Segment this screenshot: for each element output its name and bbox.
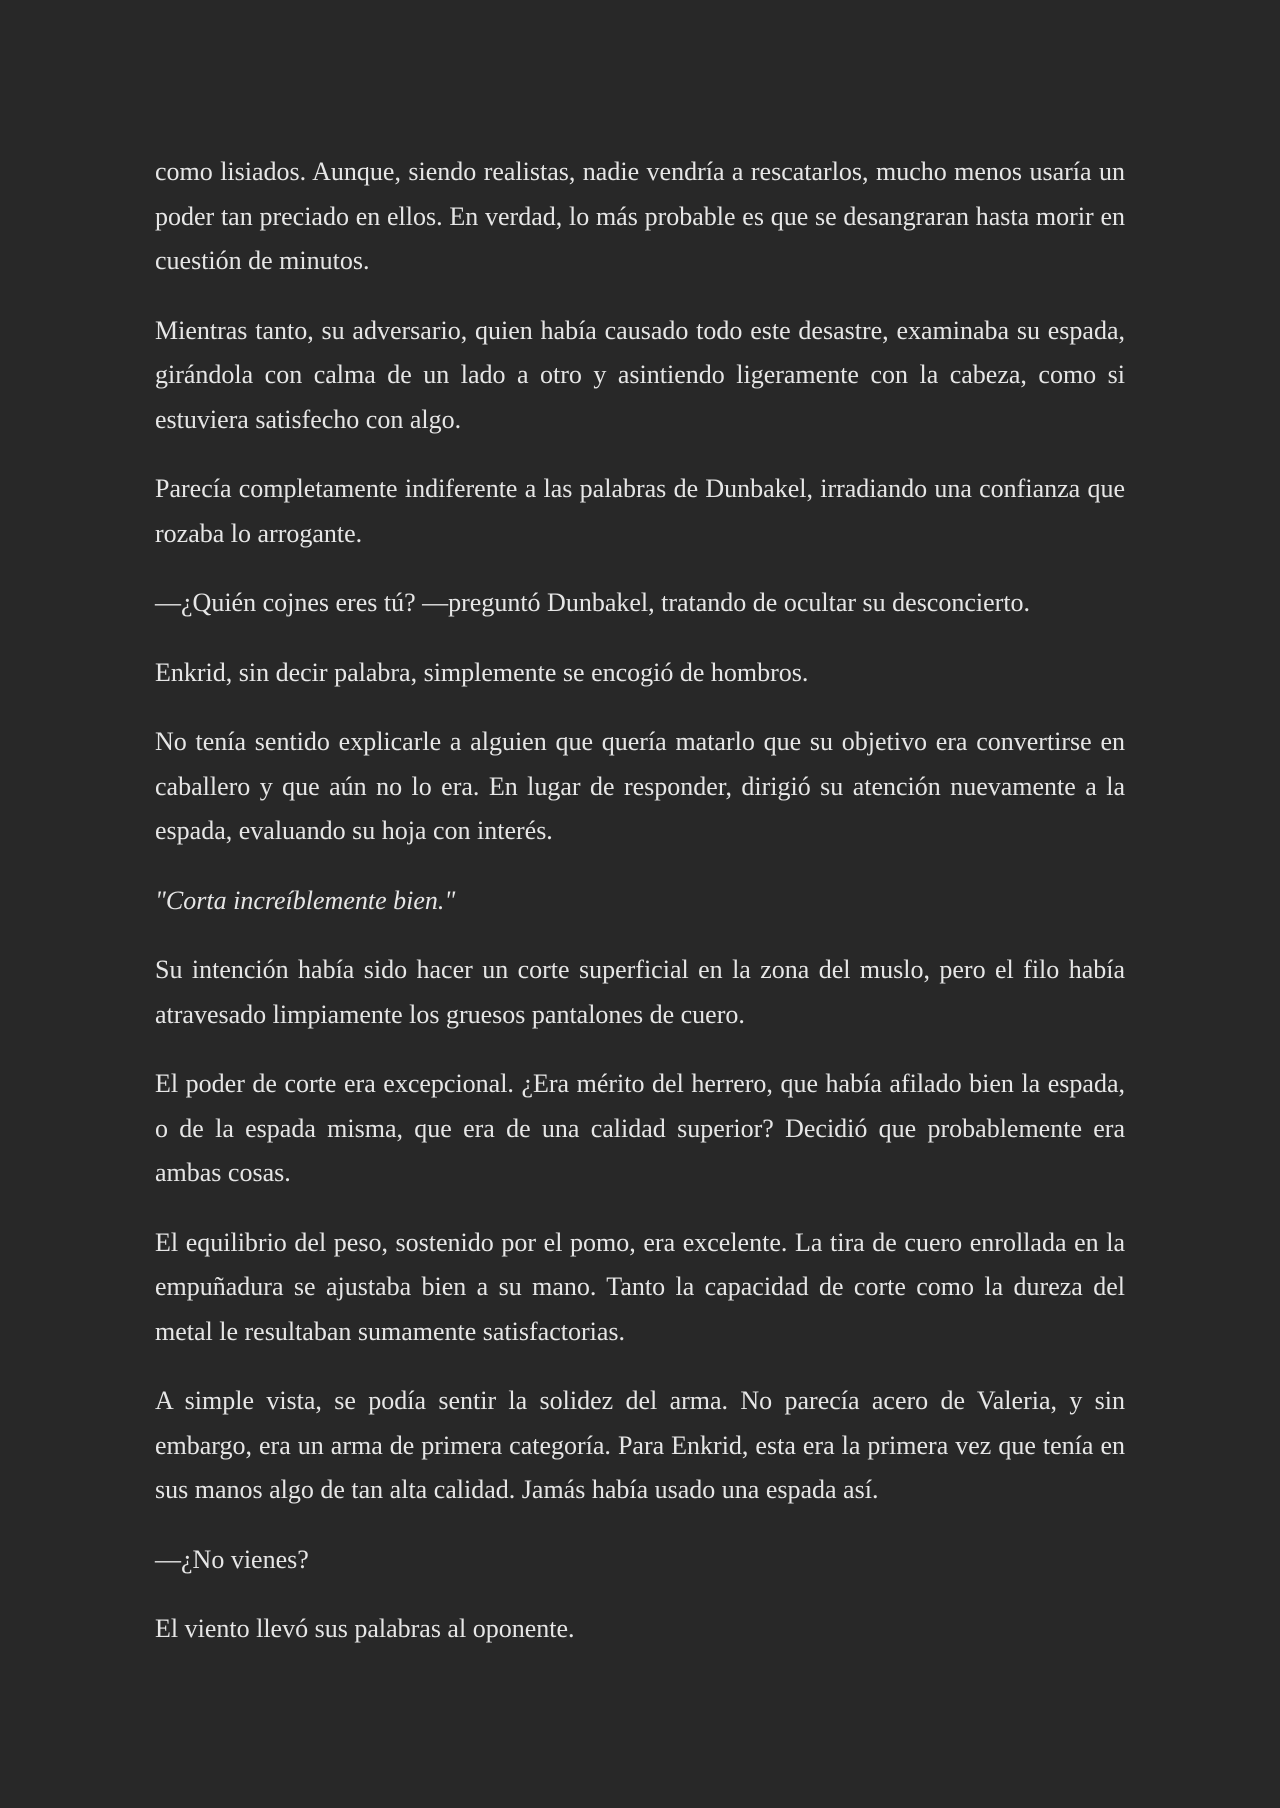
paragraph: Mientras tanto, su adversario, quien había causado todo este desastre, examinaba su espada, girándola con calma de un lado a otro y asintiendo ligeramente con la cabeza, como si estuviera satisfecho con algo. bbox=[155, 315, 1125, 434]
paragraph: El equilibrio del peso, sostenido por el pomo, era excelente. La tira de cuero enrollada en la empuñadura se ajustaba bien a su mano. Tanto la capacidad de corte como la dureza del metal le resultaban sumamente satisfactorias. bbox=[155, 1227, 1125, 1346]
paragraph: Parecía completamente indiferente a las palabras de Dunbakel, irradiando una confianza que rozaba lo arrogante. bbox=[155, 474, 1125, 548]
thought-paragraph: "Corta increíblemente bien." bbox=[155, 885, 456, 915]
paragraph: —¿Quién cojnes eres tú? —preguntó Dunbakel, tratando de ocultar su desconcierto. bbox=[155, 588, 1031, 617]
paragraph: A simple vista, se podía sentir la solidez del arma. No parecía acero de Valeria, y sin embargo, era un arma de primera categoría. Para Enkrid, esta era la primera vez que tenía en sus manos algo de tan alta calidad. Jamás había usado una espada así. bbox=[155, 1386, 1125, 1504]
paragraph: como lisiados. Aunque, siendo realistas, nadie vendría a rescatarlos, mucho menos usaría un poder tan preciado en ellos. En verdad, lo más probable es que se desangraran hasta morir en cuestión de minutos. bbox=[155, 157, 1125, 275]
paragraph: —¿No vienes? bbox=[155, 1544, 309, 1574]
paragraph: Enkrid, sin decir palabra, simplemente se encogió de hombros. bbox=[155, 657, 809, 687]
paragraph: El poder de corte era excepcional. ¿Era mérito del herrero, que había afilado bien la espada, o de la espada misma, que era de una calidad superior? Decidió que probablemente era ambas cosas. bbox=[155, 1069, 1125, 1187]
reader-page bbox=[155, 150, 1125, 1677]
paragraph: Su intención había sido hacer un corte superficial en la zona del muslo, pero el filo había atravesado limpiamente los gruesos pantalones de cuero. bbox=[155, 955, 1125, 1029]
paragraph: El viento llevó sus palabras al oponente. bbox=[155, 1614, 575, 1643]
paragraph: No tenía sentido explicarle a alguien que quería matarlo que su objetivo era convertirse en caballero y que aún no lo era. En lugar de responder, dirigió su atención nuevamente a la espada, evaluando su hoja con interés. bbox=[155, 727, 1125, 845]
